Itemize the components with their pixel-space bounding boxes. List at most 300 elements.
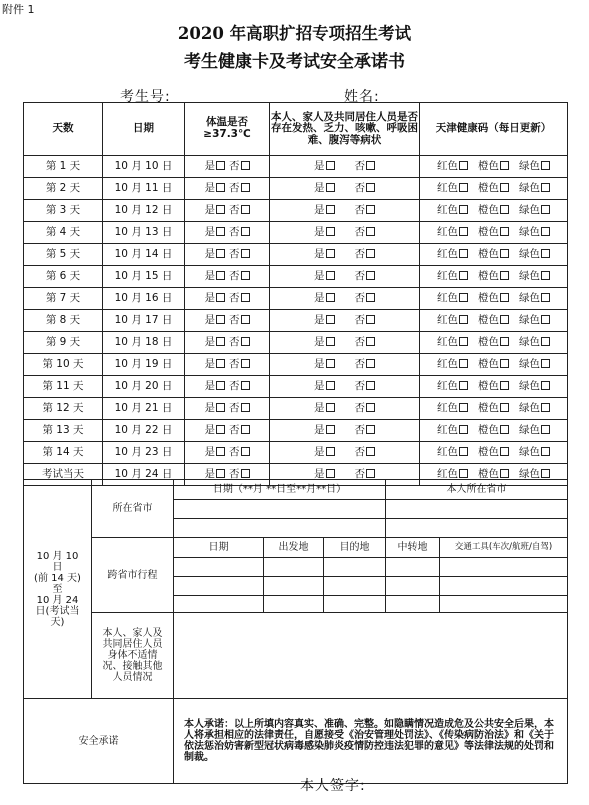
checkbox[interactable] xyxy=(541,249,550,258)
checkbox[interactable] xyxy=(500,403,509,412)
temp-yes-option[interactable] xyxy=(205,227,226,239)
temperature-cell xyxy=(185,442,270,464)
code-orange-option-label: 橙色 xyxy=(478,313,499,326)
temperature-cell xyxy=(185,420,270,442)
temp-yes-option[interactable] xyxy=(205,293,226,305)
checkbox[interactable] xyxy=(541,315,550,324)
checkbox[interactable] xyxy=(500,271,509,280)
health-code-cell xyxy=(420,244,568,266)
temp-yes-option-label: 是 xyxy=(204,225,215,238)
symptoms-no-option-label: 否 xyxy=(354,291,365,304)
symptoms-no-option-label: 否 xyxy=(354,313,365,326)
health-code-cell xyxy=(420,200,568,222)
checkbox[interactable] xyxy=(216,425,225,434)
checkbox[interactable] xyxy=(366,337,375,346)
temp-no-option-label: 否 xyxy=(229,423,240,436)
code-green-option[interactable] xyxy=(519,337,550,349)
code-green-option[interactable] xyxy=(519,381,550,393)
code-orange-option[interactable] xyxy=(478,381,509,393)
code-green-option[interactable] xyxy=(519,293,550,305)
checkbox[interactable] xyxy=(326,227,335,236)
checkbox[interactable] xyxy=(500,425,509,434)
code-red-option[interactable] xyxy=(437,249,468,261)
checkbox[interactable] xyxy=(366,249,375,258)
date-cell: 10 月 11 日 xyxy=(103,178,185,200)
temp-yes-option[interactable] xyxy=(205,271,226,283)
checkbox[interactable] xyxy=(366,227,375,236)
travel-cell[interactable] xyxy=(440,558,568,577)
checkbox[interactable] xyxy=(459,161,468,170)
checkbox[interactable] xyxy=(216,205,225,214)
symptoms-yes-option[interactable] xyxy=(314,293,335,305)
checkbox[interactable] xyxy=(216,381,225,390)
temp-yes-option-label: 是 xyxy=(204,159,215,172)
code-green-option[interactable] xyxy=(519,315,550,327)
checkbox[interactable] xyxy=(241,403,250,412)
symptoms-yes-option[interactable] xyxy=(314,227,335,239)
code-red-option[interactable] xyxy=(437,425,468,437)
code-green-option[interactable] xyxy=(519,227,550,239)
symptoms-no-option-label: 否 xyxy=(354,401,365,414)
symptoms-no-option[interactable] xyxy=(355,249,376,261)
checkbox[interactable] xyxy=(326,381,335,390)
date-cell: 10 月 24 日 xyxy=(103,464,185,486)
temp-no-option-label: 否 xyxy=(229,247,240,260)
checkbox[interactable] xyxy=(366,425,375,434)
travel-header-departure: 出发地 xyxy=(264,538,324,558)
checkbox[interactable] xyxy=(216,447,225,456)
code-red-option[interactable] xyxy=(437,403,468,415)
checkbox[interactable] xyxy=(500,227,509,236)
temp-yes-option[interactable] xyxy=(205,315,226,327)
checkbox[interactable] xyxy=(241,469,250,478)
code-red-option[interactable] xyxy=(437,183,468,195)
checkbox[interactable] xyxy=(216,249,225,258)
checkbox[interactable] xyxy=(326,337,335,346)
symptoms-no-option[interactable] xyxy=(355,425,376,437)
travel-cell[interactable] xyxy=(174,558,264,577)
checkbox[interactable] xyxy=(326,183,335,192)
checkbox[interactable] xyxy=(541,337,550,346)
code-green-option[interactable] xyxy=(519,161,550,173)
checkbox[interactable] xyxy=(500,161,509,170)
temperature-cell xyxy=(185,222,270,244)
period-line: 10 月 10 xyxy=(36,550,79,562)
contact-status-label xyxy=(92,613,174,699)
day-cell: 考试当天 xyxy=(24,464,103,486)
code-orange-option[interactable] xyxy=(478,403,509,415)
checkbox[interactable] xyxy=(216,403,225,412)
checkbox[interactable] xyxy=(366,293,375,302)
code-green-option-label: 绿色 xyxy=(519,159,540,172)
checkbox[interactable] xyxy=(541,403,550,412)
travel-cell[interactable] xyxy=(386,577,440,596)
checkbox[interactable] xyxy=(366,183,375,192)
checkbox[interactable] xyxy=(241,227,250,236)
code-red-option-label: 红色 xyxy=(437,203,458,216)
document-title-line1: 2020 年高职扩招专项招生考试 xyxy=(177,24,412,43)
temperature-cell xyxy=(185,178,270,200)
code-orange-option[interactable] xyxy=(478,293,509,305)
symptoms-yes-option[interactable] xyxy=(314,447,335,459)
checkbox[interactable] xyxy=(241,249,250,258)
checkbox[interactable] xyxy=(459,183,468,192)
travel-cell[interactable] xyxy=(264,596,324,613)
code-green-option[interactable] xyxy=(519,205,550,217)
symptoms-no-option-label: 否 xyxy=(354,159,365,172)
code-red-option[interactable] xyxy=(437,293,468,305)
checkbox[interactable] xyxy=(241,271,250,280)
code-orange-option[interactable] xyxy=(478,337,509,349)
temp-yes-option[interactable] xyxy=(205,447,226,459)
checkbox[interactable] xyxy=(459,315,468,324)
checkbox[interactable] xyxy=(500,469,509,478)
code-orange-option[interactable] xyxy=(478,271,509,283)
checkbox[interactable] xyxy=(216,469,225,478)
checkbox[interactable] xyxy=(326,315,335,324)
checkbox[interactable] xyxy=(216,359,225,368)
code-green-option[interactable] xyxy=(519,403,550,415)
temp-no-option-label: 否 xyxy=(229,401,240,414)
code-green-option[interactable] xyxy=(519,447,550,459)
symptoms-yes-option[interactable] xyxy=(314,183,335,195)
checkbox[interactable] xyxy=(326,271,335,280)
checkbox[interactable] xyxy=(459,447,468,456)
province-date-cell[interactable] xyxy=(174,519,386,538)
code-orange-option[interactable] xyxy=(478,447,509,459)
checkbox[interactable] xyxy=(459,359,468,368)
symptoms-cell xyxy=(270,420,420,442)
symptoms-no-option[interactable] xyxy=(355,359,376,371)
symptoms-yes-option-label: 是 xyxy=(314,357,325,370)
checkbox[interactable] xyxy=(241,315,250,324)
checkbox[interactable] xyxy=(366,403,375,412)
code-orange-option[interactable] xyxy=(478,161,509,173)
checkbox[interactable] xyxy=(241,183,250,192)
temperature-cell xyxy=(185,398,270,420)
checkbox[interactable] xyxy=(459,227,468,236)
checkbox[interactable] xyxy=(459,293,468,302)
checkbox[interactable] xyxy=(366,381,375,390)
temp-yes-option[interactable] xyxy=(205,205,226,217)
symptoms-no-option-label: 否 xyxy=(354,247,365,260)
province-date-cell[interactable] xyxy=(174,500,386,519)
symptoms-no-option-label: 否 xyxy=(354,423,365,436)
period-line: 日 xyxy=(52,561,63,573)
code-green-option[interactable] xyxy=(519,249,550,261)
date-cell: 10 月 12 日 xyxy=(103,200,185,222)
temp-no-option-label: 否 xyxy=(229,225,240,238)
travel-cell[interactable] xyxy=(386,558,440,577)
temp-no-option[interactable] xyxy=(229,337,250,349)
code-orange-option[interactable] xyxy=(478,205,509,217)
symptoms-no-option[interactable] xyxy=(355,381,376,393)
checkbox[interactable] xyxy=(500,315,509,324)
checkbox[interactable] xyxy=(241,425,250,434)
date-cell: 10 月 16 日 xyxy=(103,288,185,310)
checkbox[interactable] xyxy=(459,271,468,280)
code-red-option[interactable] xyxy=(437,315,468,327)
checkbox[interactable] xyxy=(241,205,250,214)
code-red-option[interactable] xyxy=(437,161,468,173)
symptoms-cell xyxy=(270,200,420,222)
checkbox[interactable] xyxy=(459,425,468,434)
temp-no-option[interactable] xyxy=(229,161,250,173)
code-orange-option-label: 橙色 xyxy=(478,445,499,458)
code-orange-option-label: 橙色 xyxy=(478,401,499,414)
symptoms-yes-option[interactable] xyxy=(314,315,335,327)
code-orange-option[interactable] xyxy=(478,249,509,261)
symptoms-yes-option[interactable] xyxy=(314,205,335,217)
checkbox[interactable] xyxy=(541,469,550,478)
table-header-row xyxy=(24,103,568,156)
checkbox[interactable] xyxy=(366,469,375,478)
temp-yes-option[interactable] xyxy=(205,359,226,371)
day-cell: 第 7 天 xyxy=(24,288,103,310)
checkbox[interactable] xyxy=(216,227,225,236)
checkbox[interactable] xyxy=(541,271,550,280)
header-temperature: 体温是否≥37.3℃ xyxy=(185,103,270,156)
checkbox[interactable] xyxy=(241,447,250,456)
code-orange-option[interactable] xyxy=(478,315,509,327)
checkbox[interactable] xyxy=(216,183,225,192)
checkbox[interactable] xyxy=(216,271,225,280)
code-green-option[interactable] xyxy=(519,271,550,283)
temp-no-option[interactable] xyxy=(229,381,250,393)
period-line: 天) xyxy=(50,616,65,628)
checkbox[interactable] xyxy=(326,205,335,214)
province-city-cell[interactable] xyxy=(386,519,568,538)
travel-cell[interactable] xyxy=(264,577,324,596)
temp-yes-option[interactable] xyxy=(205,381,226,393)
symptoms-yes-option[interactable] xyxy=(314,249,335,261)
code-red-option[interactable] xyxy=(437,359,468,371)
code-green-option-label: 绿色 xyxy=(519,181,540,194)
temp-no-option-label: 否 xyxy=(229,291,240,304)
symptoms-no-option[interactable] xyxy=(355,403,376,415)
temp-no-option[interactable] xyxy=(229,227,250,239)
travel-cell[interactable] xyxy=(440,596,568,613)
checkbox[interactable] xyxy=(241,359,250,368)
health-code-cell xyxy=(420,442,568,464)
checkbox[interactable] xyxy=(366,271,375,280)
code-orange-option-label: 橙色 xyxy=(478,467,499,480)
checkbox[interactable] xyxy=(459,469,468,478)
checkbox[interactable] xyxy=(241,293,250,302)
code-green-option[interactable] xyxy=(519,183,550,195)
checkbox[interactable] xyxy=(500,249,509,258)
travel-cell[interactable] xyxy=(174,596,264,613)
code-orange-option[interactable] xyxy=(478,425,509,437)
attachment-label: 附件 1 xyxy=(2,3,35,16)
temp-yes-option[interactable] xyxy=(205,249,226,261)
code-red-option-label: 红色 xyxy=(437,401,458,414)
checkbox[interactable] xyxy=(241,337,250,346)
code-red-option[interactable] xyxy=(437,337,468,349)
checkbox[interactable] xyxy=(366,205,375,214)
checkbox[interactable] xyxy=(500,293,509,302)
temp-yes-option-label: 是 xyxy=(204,313,215,326)
symptoms-no-option[interactable] xyxy=(355,183,376,195)
temp-no-option[interactable] xyxy=(229,205,250,217)
checkbox[interactable] xyxy=(459,381,468,390)
code-green-option-label: 绿色 xyxy=(519,269,540,282)
table-row xyxy=(24,222,568,244)
temp-yes-option[interactable] xyxy=(205,425,226,437)
checkbox[interactable] xyxy=(326,293,335,302)
travel-cell[interactable] xyxy=(264,558,324,577)
date-cell: 10 月 18 日 xyxy=(103,332,185,354)
temperature-cell xyxy=(185,156,270,178)
health-code-cell xyxy=(420,178,568,200)
checkbox[interactable] xyxy=(326,161,335,170)
symptoms-no-option[interactable] xyxy=(355,315,376,327)
symptoms-no-option[interactable] xyxy=(355,271,376,283)
symptoms-yes-option-label: 是 xyxy=(314,159,325,172)
travel-cell[interactable] xyxy=(440,577,568,596)
symptoms-yes-option[interactable] xyxy=(314,381,335,393)
candidate-number-label: 考生号: xyxy=(120,89,171,105)
temp-no-option[interactable] xyxy=(229,403,250,415)
code-green-option[interactable] xyxy=(519,425,550,437)
checkbox[interactable] xyxy=(459,403,468,412)
checkbox[interactable] xyxy=(241,161,250,170)
code-orange-option[interactable] xyxy=(478,359,509,371)
symptoms-no-option-label: 否 xyxy=(354,181,365,194)
date-cell: 10 月 21 日 xyxy=(103,398,185,420)
temp-no-option[interactable] xyxy=(229,447,250,459)
checkbox[interactable] xyxy=(459,249,468,258)
temp-no-option-label: 否 xyxy=(229,357,240,370)
checkbox[interactable] xyxy=(326,469,335,478)
checkbox[interactable] xyxy=(326,425,335,434)
checkbox[interactable] xyxy=(326,359,335,368)
travel-cell[interactable] xyxy=(386,596,440,613)
province-city-header: 本人所在省市 xyxy=(386,480,568,500)
code-red-option[interactable] xyxy=(437,381,468,393)
contact-line: 共同居住人员 xyxy=(102,639,163,650)
temp-no-option[interactable] xyxy=(229,271,250,283)
checkbox[interactable] xyxy=(366,161,375,170)
temp-yes-option[interactable] xyxy=(205,337,226,349)
code-red-option[interactable] xyxy=(437,205,468,217)
checkbox[interactable] xyxy=(541,293,550,302)
checkbox[interactable] xyxy=(326,249,335,258)
symptoms-yes-option[interactable] xyxy=(314,359,335,371)
code-red-option[interactable] xyxy=(437,447,468,459)
header-day: 天数 xyxy=(24,103,103,156)
code-red-option[interactable] xyxy=(437,271,468,283)
checkbox[interactable] xyxy=(326,447,335,456)
temp-no-option[interactable] xyxy=(229,425,250,437)
date-cell: 10 月 14 日 xyxy=(103,244,185,266)
code-red-option[interactable] xyxy=(437,227,468,239)
checkbox[interactable] xyxy=(541,425,550,434)
period-cell xyxy=(24,480,92,699)
temp-yes-option[interactable] xyxy=(205,161,226,173)
symptoms-yes-option[interactable] xyxy=(314,271,335,283)
temp-no-option[interactable] xyxy=(229,183,250,195)
checkbox[interactable] xyxy=(241,381,250,390)
temp-no-option[interactable] xyxy=(229,249,250,261)
travel-cell[interactable] xyxy=(324,596,386,613)
travel-cell[interactable] xyxy=(324,577,386,596)
day-cell: 第 8 天 xyxy=(24,310,103,332)
date-cell: 10 月 15 日 xyxy=(103,266,185,288)
symptoms-yes-option[interactable] xyxy=(314,337,335,349)
symptoms-no-option[interactable] xyxy=(355,227,376,239)
checkbox[interactable] xyxy=(500,447,509,456)
travel-cell[interactable] xyxy=(324,558,386,577)
table-row xyxy=(24,376,568,398)
code-orange-option[interactable] xyxy=(478,227,509,239)
symptoms-no-option[interactable] xyxy=(355,293,376,305)
temp-yes-option[interactable] xyxy=(205,183,226,195)
checkbox[interactable] xyxy=(500,381,509,390)
symptoms-yes-option[interactable] xyxy=(314,425,335,437)
checkbox[interactable] xyxy=(541,227,550,236)
symptoms-cell xyxy=(270,288,420,310)
checkbox[interactable] xyxy=(459,337,468,346)
checkbox[interactable] xyxy=(541,381,550,390)
table-row xyxy=(24,178,568,200)
temp-no-option[interactable] xyxy=(229,359,250,371)
symptoms-yes-option-label: 是 xyxy=(314,313,325,326)
code-orange-option[interactable] xyxy=(478,183,509,195)
temp-no-option[interactable] xyxy=(229,315,250,327)
checkbox[interactable] xyxy=(541,161,550,170)
checkbox[interactable] xyxy=(216,293,225,302)
province-city-cell[interactable] xyxy=(386,500,568,519)
checkbox[interactable] xyxy=(216,315,225,324)
temp-yes-option[interactable] xyxy=(205,403,226,415)
code-green-option[interactable] xyxy=(519,359,550,371)
checkbox[interactable] xyxy=(500,337,509,346)
checkbox[interactable] xyxy=(216,161,225,170)
symptoms-yes-option-label: 是 xyxy=(314,203,325,216)
checkbox[interactable] xyxy=(326,403,335,412)
checkbox[interactable] xyxy=(500,359,509,368)
checkbox[interactable] xyxy=(366,359,375,368)
checkbox[interactable] xyxy=(459,205,468,214)
checkbox[interactable] xyxy=(216,337,225,346)
checkbox[interactable] xyxy=(500,183,509,192)
day-cell: 第 9 天 xyxy=(24,332,103,354)
travel-cell[interactable] xyxy=(174,577,264,596)
code-red-option-label: 红色 xyxy=(437,379,458,392)
checkbox[interactable] xyxy=(541,447,550,456)
symptoms-no-option[interactable] xyxy=(355,205,376,217)
symptoms-no-option[interactable] xyxy=(355,161,376,173)
symptoms-yes-option[interactable] xyxy=(314,403,335,415)
contact-status-cell[interactable] xyxy=(174,613,568,699)
symptoms-yes-option-label: 是 xyxy=(314,291,325,304)
checkbox[interactable] xyxy=(541,183,550,192)
checkbox[interactable] xyxy=(541,359,550,368)
checkbox[interactable] xyxy=(366,315,375,324)
symptoms-yes-option[interactable] xyxy=(314,161,335,173)
symptoms-no-option[interactable] xyxy=(355,447,376,459)
temp-no-option[interactable] xyxy=(229,293,250,305)
symptoms-no-option[interactable] xyxy=(355,337,376,349)
checkbox[interactable] xyxy=(541,205,550,214)
health-code-cell xyxy=(420,332,568,354)
temp-yes-option-label: 是 xyxy=(204,401,215,414)
checkbox[interactable] xyxy=(500,205,509,214)
travel-info-table xyxy=(23,479,568,784)
travel-header-transfer: 中转地 xyxy=(386,538,440,558)
checkbox[interactable] xyxy=(366,447,375,456)
